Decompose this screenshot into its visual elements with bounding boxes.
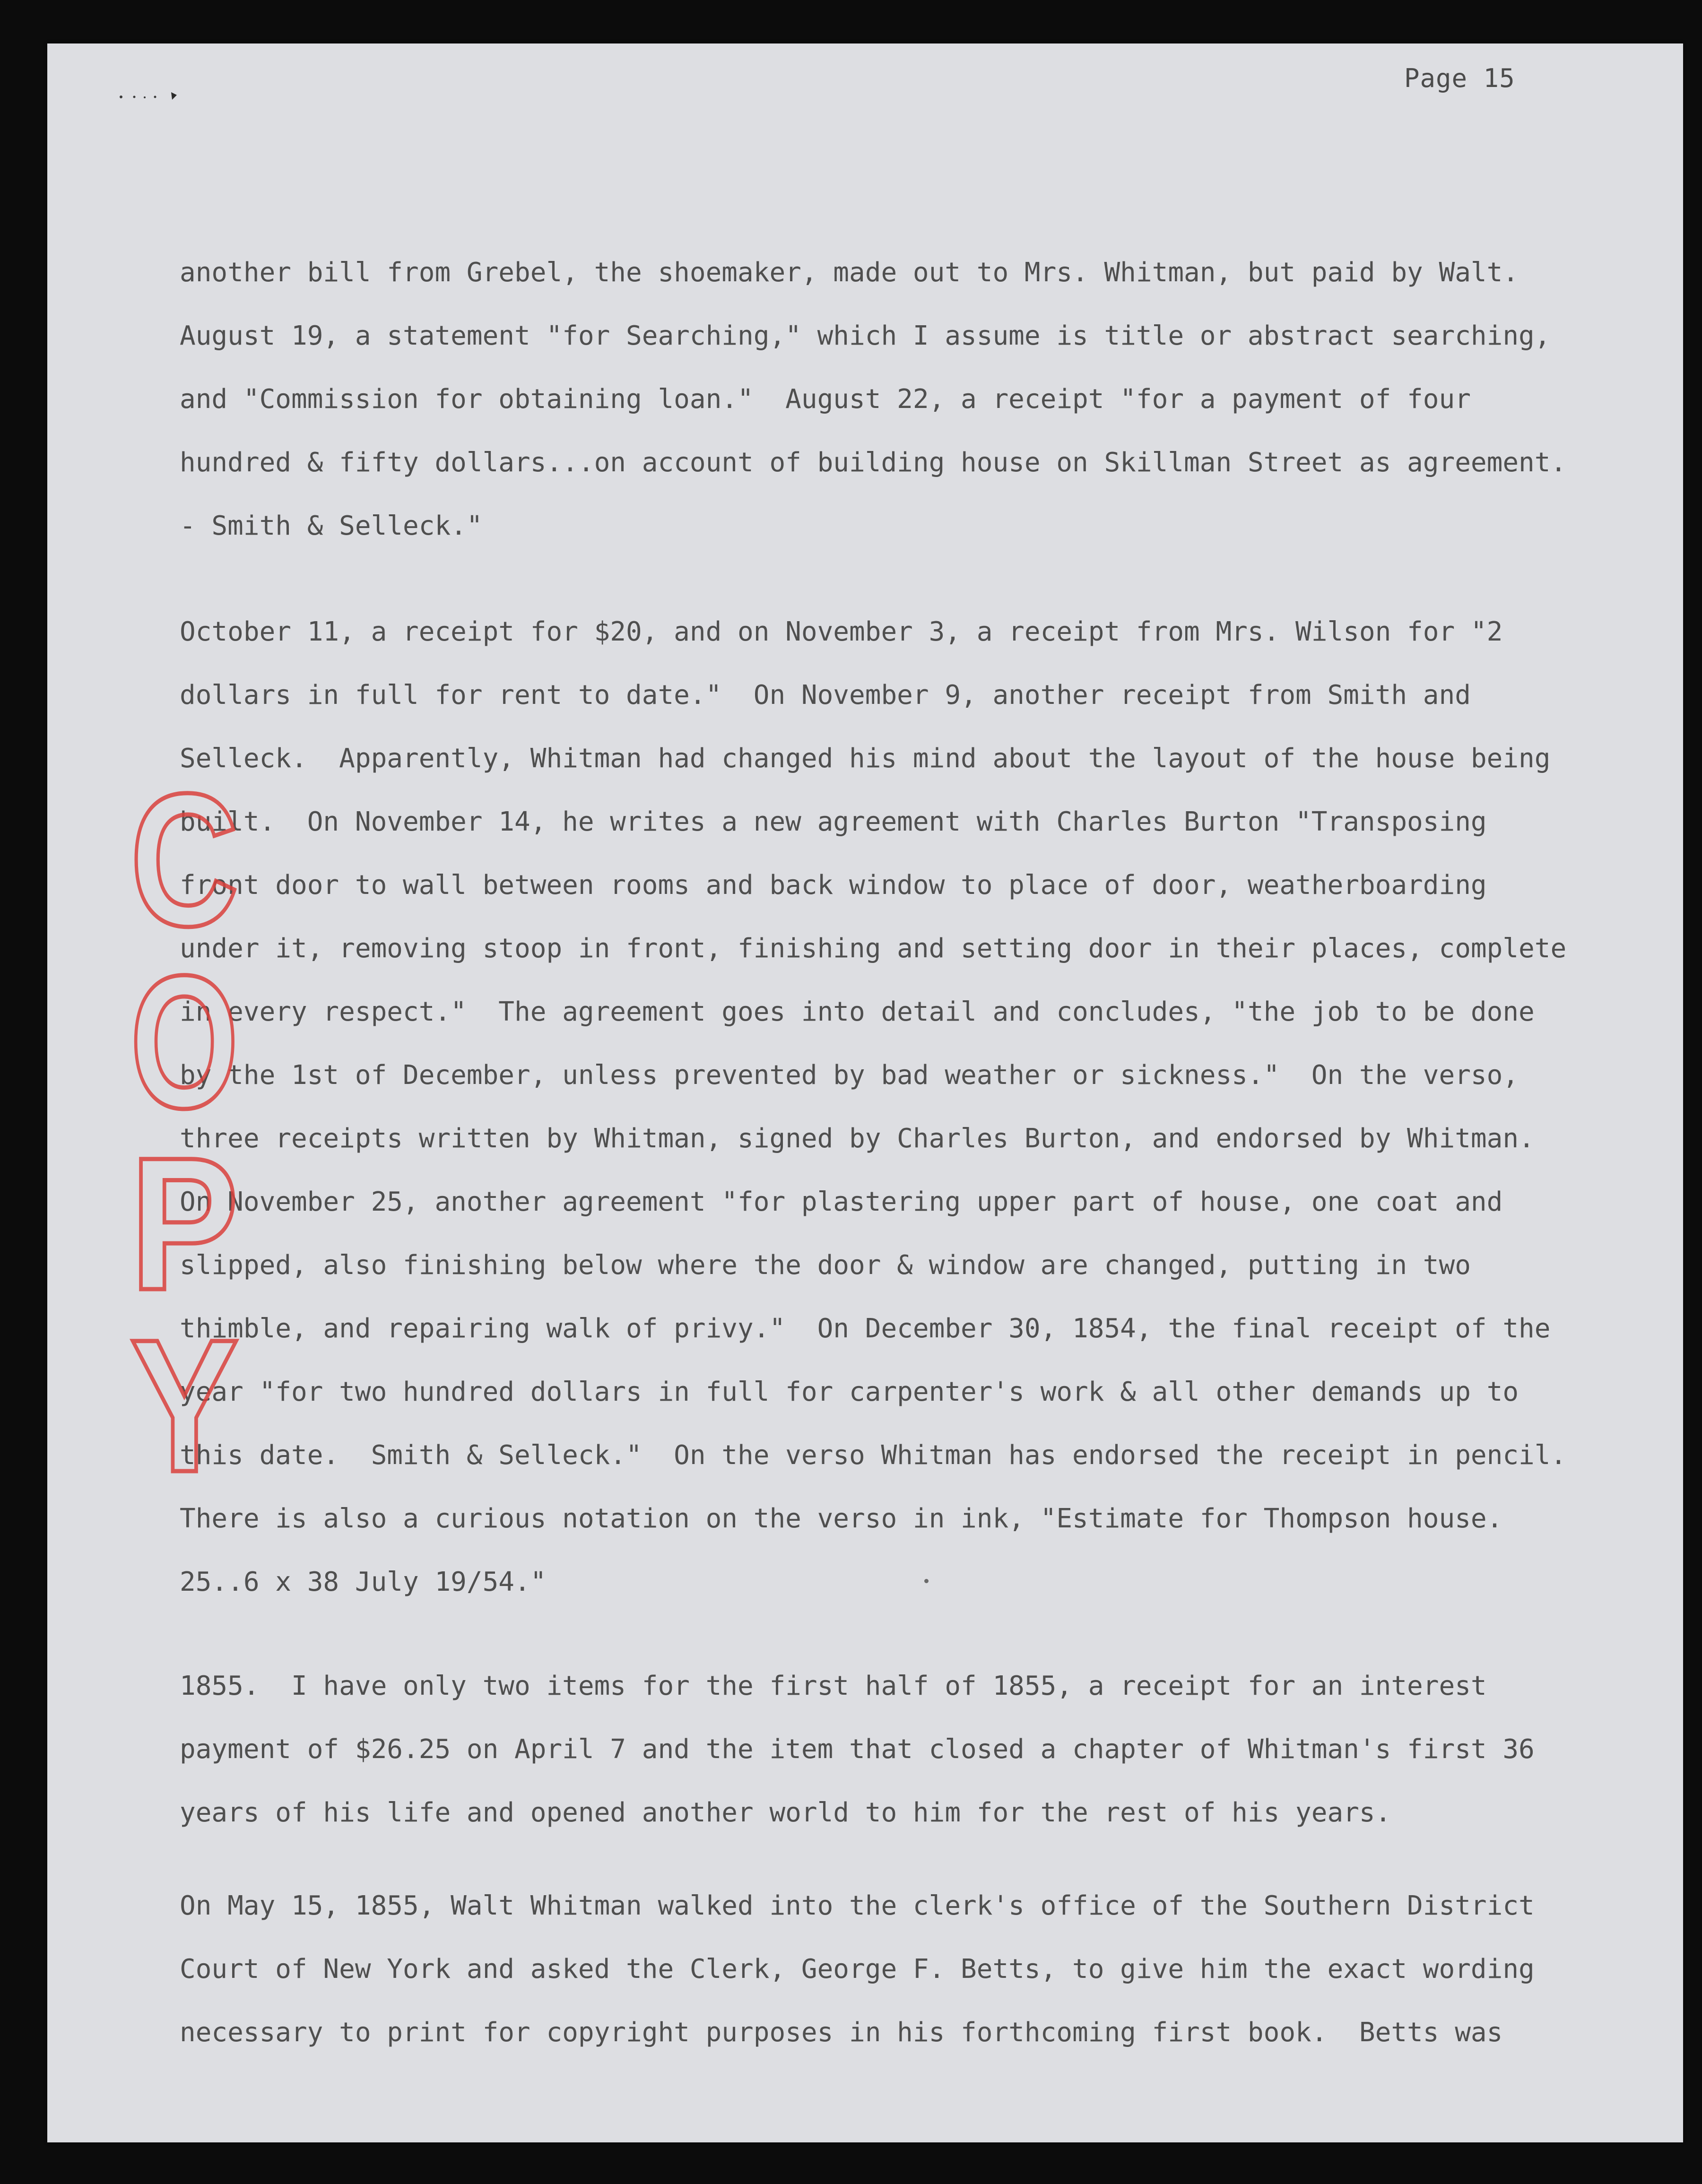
text-line: 1855. I have only two items for the first half of 1855, a receipt for an interest bbox=[180, 1671, 1487, 1701]
paragraph-4 bbox=[180, 1874, 1607, 2064]
page-number: Page 15 bbox=[1404, 63, 1515, 93]
text-line: dollars in full for rent to date." On November 9, another receipt from Smith and bbox=[180, 680, 1471, 711]
text-line: There is also a curious notation on the verso in ink, "Estimate for Thompson house. bbox=[180, 1503, 1503, 1534]
stamp-letter: Y bbox=[130, 1300, 239, 1511]
text-line: thimble, and repairing walk of privy." On December 30, 1854, the final receipt of the bbox=[180, 1313, 1551, 1344]
text-line: year "for two hundred dollars in full for carpenter's work & all other demands up to bbox=[180, 1377, 1519, 1407]
text-line: On November 25, another agreement "for plastering upper part of house, one coat and bbox=[180, 1187, 1503, 1217]
text-line: payment of $26.25 on April 7 and the item that closed a chapter of Whitman's first 36 bbox=[180, 1734, 1535, 1765]
text-line: by the 1st of December, unless prevented by bad weather or sickness." On the verso, bbox=[180, 1060, 1519, 1091]
text-line: - Smith & Selleck." bbox=[180, 511, 483, 541]
text-line: years of his life and opened another world to him for the rest of his years. bbox=[180, 1797, 1391, 1828]
text-line: built. On November 14, he writes a new agreement with Charles Burton "Transposing bbox=[180, 806, 1487, 837]
stamp-letter: O bbox=[130, 936, 239, 1147]
paragraph-1 bbox=[180, 241, 1607, 558]
stray-marks bbox=[118, 88, 203, 103]
text-line: in every respect." The agreement goes into detail and concludes, "the job to be done bbox=[180, 997, 1535, 1027]
text-line: Selleck. Apparently, Whitman had changed his mind about the layout of the house being bbox=[180, 743, 1551, 774]
text-line: October 11, a receipt for $20, and on November 3, a receipt from Mrs. Wilson for "2 bbox=[180, 616, 1503, 647]
text-line: slipped, also finishing below where the door & window are changed, putting in two bbox=[180, 1250, 1471, 1281]
stamp-letter: P bbox=[130, 1118, 239, 1329]
paragraph-2 bbox=[180, 600, 1607, 1614]
text-line: August 19, a statement "for Searching," which I assume is title or abstract searching, bbox=[180, 321, 1551, 351]
paragraph-3 bbox=[180, 1655, 1607, 1845]
text-line: necessary to print for copyright purposes in his forthcoming first book. Betts was bbox=[180, 2017, 1503, 2048]
text-line: this date. Smith & Selleck." On the verso Whitman has endorsed the receipt in pencil. bbox=[180, 1440, 1567, 1471]
text-line: front door to wall between rooms and back window to place of door, weatherboarding bbox=[180, 870, 1487, 901]
text-line: under it, removing stoop in front, finishing and setting door in their places, complete bbox=[180, 933, 1567, 964]
stamp-letter: C bbox=[130, 754, 239, 965]
text-line: and "Commission for obtaining loan." August 22, a receipt "for a payment of four bbox=[180, 384, 1471, 415]
copy-stamp bbox=[118, 754, 251, 1511]
document-page bbox=[47, 43, 1683, 2142]
stamp-letters bbox=[130, 754, 239, 1511]
text-line: hundred & fifty dollars...on account of building house on Skillman Street as agreement. bbox=[180, 447, 1567, 478]
text-line: 25..6 x 38 July 19/54." bbox=[180, 1567, 547, 1597]
text-line: three receipts written by Whitman, signed by Charles Burton, and endorsed by Whitman. bbox=[180, 1123, 1535, 1154]
text-line: Court of New York and asked the Clerk, George F. Betts, to give him the exact wording bbox=[180, 1954, 1535, 1985]
text-line: another bill from Grebel, the shoemaker, made out to Mrs. Whitman, but paid by Walt. bbox=[180, 257, 1519, 288]
ink-speck bbox=[924, 1579, 929, 1583]
text-line: On May 15, 1855, Walt Whitman walked into the clerk's office of the Southern District bbox=[180, 1890, 1535, 1921]
